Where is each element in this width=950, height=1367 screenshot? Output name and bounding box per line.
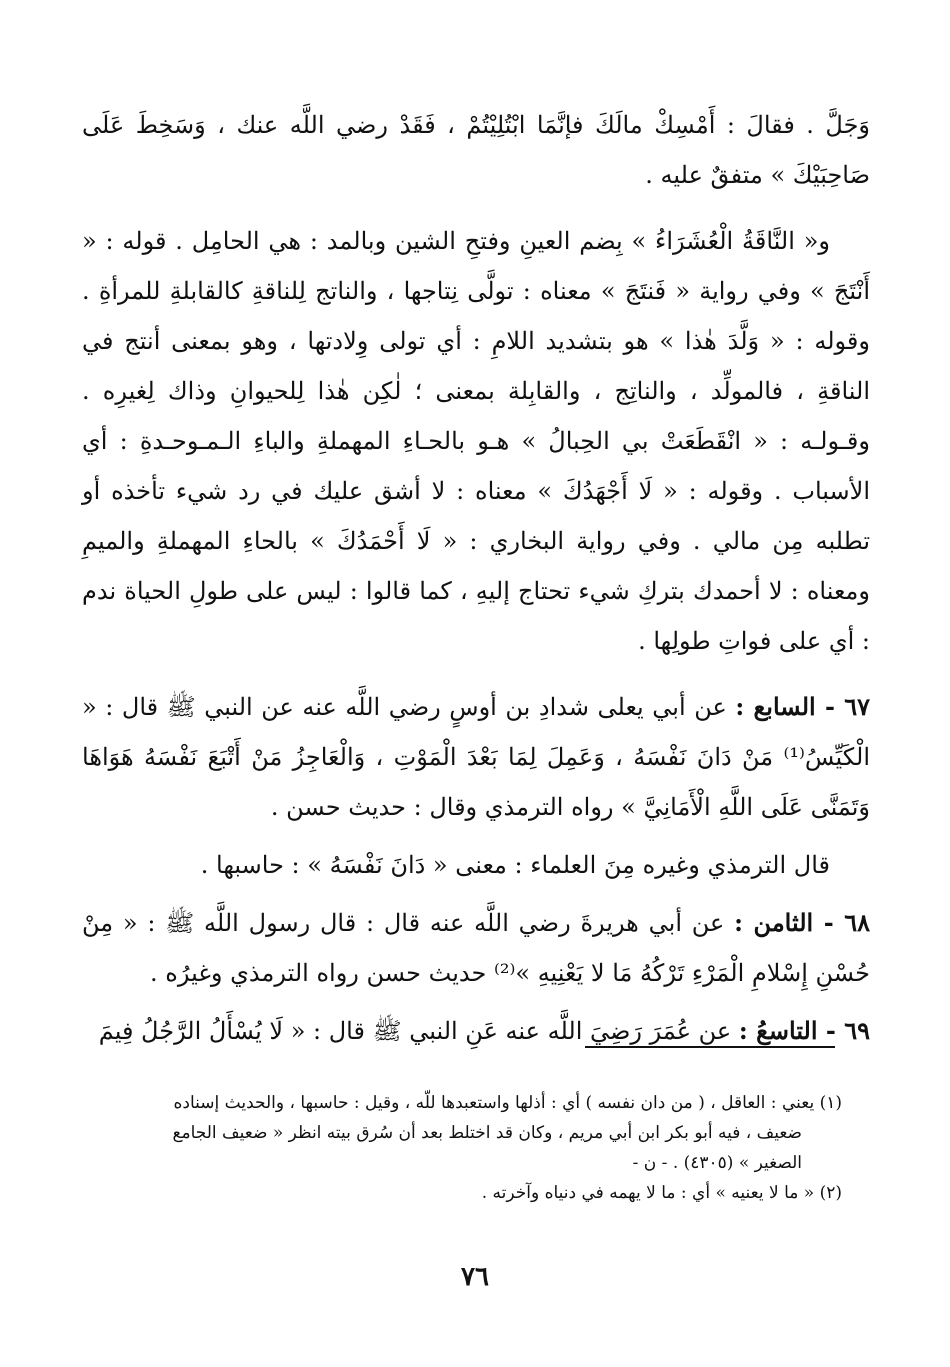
hadith-69-title: ٦٩ - التاسعُ :	[738, 1016, 870, 1045]
hadith-67-title: ٦٧ - السابع :	[735, 692, 870, 721]
hadith-68	[82, 898, 870, 998]
footnote-2: (٢) « ما لا يعنيه » أي : ما لا يهمه في دنياه وآخرته .	[481, 1183, 842, 1203]
footnote-1-line-1: (١) يعني : العاقل ، ( من دان نفسه ) أي : أذلها واستعبدها للّه ، وقيل : حاسبها ، والحديث إسناده	[173, 1093, 842, 1113]
hadith-69	[82, 1006, 870, 1056]
paragraph-glossary: و« النَّاقَةُ الْعُشَرَاءُ » بِضم العينِ وفتحِ الشين وبالمد : هي الحامِل . قوله : « أَنْتَجَ » وفي رواية « فَنتَجَ » معناه : تولَّى نِتاجها ، والناتج لِلناقةِ كالقابلةِ للمرأةِ . وقوله : « وَلَّدَ هٰذا » هو بتشديد اللامِ : أي تولى وِلادتها ، وهو بمعنى أنتج في الناقةِ ، فالمولِّد ، والناتِج ، والقابِلة بمعنى ؛ لٰكِن هٰذا لِلحيوانِ وذاك لِغيرِه . وقـولـه : « انْقَطَعَتْ بي الحِبالُ » هـو بالحـاءِ المهملةِ والباءِ الـمـوحـدةِ : أي الأسباب . وقوله : « لَا أَجْهَدُكَ » معناه : لا أشق عليك في رد شيء تأخذه أو تطلبه مِن مالي . وفي رواية البخاري : « لَا أَحْمَدُكَ » بالحاءِ المهملةِ والميمِ ومعناه : لا أحمدك بتركِ شيء تحتاج إليهِ ، كما قالوا : ليس على طولِ الحياة ندم : أي على فواتِ طولِها .	[82, 227, 870, 655]
hadith-69-text: عن عُمَرَ رَضِيَ اللَّه عنه عَنِ النبي ﷺ قال : « لَا يُسْأَلُ الرَّجُلُ فِيمَ	[98, 1017, 732, 1045]
footnote-1-line-3: الصغير » (٤٣٠٥) . - ن -	[632, 1153, 802, 1173]
hadith-67	[82, 682, 870, 832]
hadith-68-text: عن أبي هريرةَ رضي اللَّه عنه قال : قال رسول اللَّه ﷺ : « مِنْ حُسْنِ إِسْلامِ الْمَرْءِ تَرْكُهُ مَا لا يَعْنِيهِ »⁽²⁾ حديث حسن رواه الترمذي وغيرُه .	[82, 909, 870, 987]
hadith-67-note: قال الترمذي وغيره مِنَ العلماء : معنى « دَانَ نَفْسَهُ » : حاسبها .	[200, 851, 830, 879]
footnotes	[102, 1088, 842, 1208]
footnote-1-line-2: ضعيف ، فيه أبو بكر ابن أبي مريم ، وكان قد اختلط بعد أن سُرق بيته انظر « ضعيف الجامع	[172, 1123, 802, 1143]
footnote-separator	[585, 1046, 835, 1048]
paragraph-continuation: وَجَلَّ . فقالَ : أَمْسِكْ مالَكَ فإنَّمَا ابْتُلِيْتُمْ ، فَقَدْ رضي اللَّه عنك ، وَسَخِطَ عَلَى صَاحِبَيْكَ » متفقٌ عليه .	[82, 111, 871, 189]
hadith-68-title: ٦٨ - الثامن :	[734, 908, 870, 937]
page-number: ٧٦	[461, 1262, 489, 1292]
hadith-67-text: عن أبي يعلى شدادِ بن أوسٍ رضي اللَّه عنه عن النبي ﷺ قال : « الْكَيِّسُ⁽¹⁾ مَنْ دَانَ نَفْسَهُ ، وَعَمِلَ لِمَا بَعْدَ الْمَوْتِ ، وَالْعَاجِزُ مَنْ أَتْبَعَ نَفْسَهُ هَوَاهَا وَتَمَنَّى عَلَى اللَّهِ الْأَمَانِيَّ » رواه الترمذي وقال : حديث حسن .	[82, 693, 870, 821]
